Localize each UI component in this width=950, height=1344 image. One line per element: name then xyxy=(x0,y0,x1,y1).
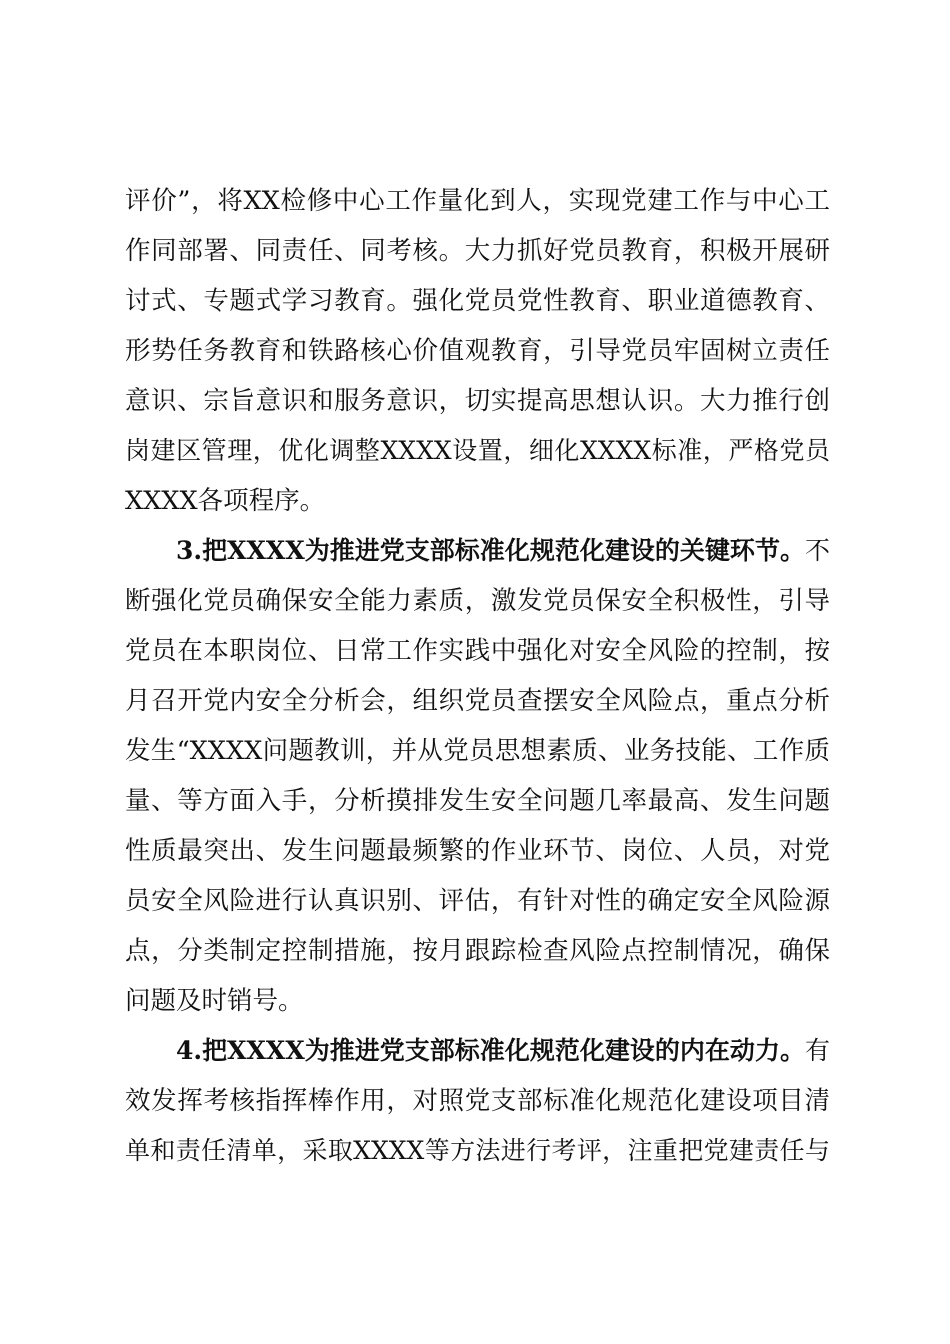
section-heading-line xyxy=(176,526,830,576)
body-text-line: 评价”，将XX检修中心工作量化到人，实现党建工作与中心工 xyxy=(125,186,830,216)
body-text-line: 月召开党内安全分析会，组织党员查摆安全风险点，重点分析 xyxy=(125,686,830,716)
body-text-line: 单和责任清单，采取XXXX等方法进行考评，注重把党建责任与 xyxy=(125,1136,830,1165)
body-text-line: 性质最突出、发生问题最频繁的作业环节、岗位、人员，对党 xyxy=(125,836,830,866)
body-text-line: 发生“XXXX问题教训，并从党员思想素质、业务技能、工作质 xyxy=(125,736,830,766)
body-text-line: 讨式、专题式学习教育。强化党员党性教育、职业道德教育、 xyxy=(125,286,830,316)
body-text-fragment: 有 xyxy=(804,1036,830,1065)
body-text-line: 效发挥考核指挥棒作用，对照党支部标准化规范化建设项目清 xyxy=(125,1086,830,1116)
body-text-line: XXXX各项程序。 xyxy=(125,486,326,516)
body-text-line: 问题及时销号。 xyxy=(125,986,304,1016)
body-text-line: 岗建区管理，优化调整XXXX设置，细化XXXX标准，严格党员 xyxy=(125,436,830,465)
body-text-line: 意识、宗旨意识和服务意识，切实提高思想认识。大力推行创 xyxy=(125,386,830,416)
section-heading: 3.把XXXX为推进党支部标准化规范化建设的关键环节。 xyxy=(176,536,805,565)
body-text-line: 点，分类制定控制措施，按月跟踪检查风险点控制情况，确保 xyxy=(125,936,830,966)
body-text-line: 断强化党员确保安全能力素质，激发党员保安全积极性，引导 xyxy=(125,586,830,616)
section-heading-line xyxy=(176,1026,830,1076)
body-text-line: 员安全风险进行认真识别、评估，有针对性的确定安全风险源 xyxy=(125,886,830,916)
body-text-fragment: 不 xyxy=(804,536,830,565)
section-heading: 4.把XXXX为推进党支部标准化规范化建设的内在动力。 xyxy=(176,1036,805,1065)
body-text-line: 形势任务教育和铁路核心价值观教育，引导党员牢固树立责任 xyxy=(125,336,830,366)
body-text-line: 量、等方面入手，分析摸排发生安全问题几率最高、发生问题 xyxy=(125,786,830,816)
body-text-line: 党员在本职岗位、日常工作实践中强化对安全风险的控制，按 xyxy=(125,636,830,666)
body-text-line: 作同部署、同责任、同考核。大力抓好党员教育，积极开展研 xyxy=(125,236,830,266)
